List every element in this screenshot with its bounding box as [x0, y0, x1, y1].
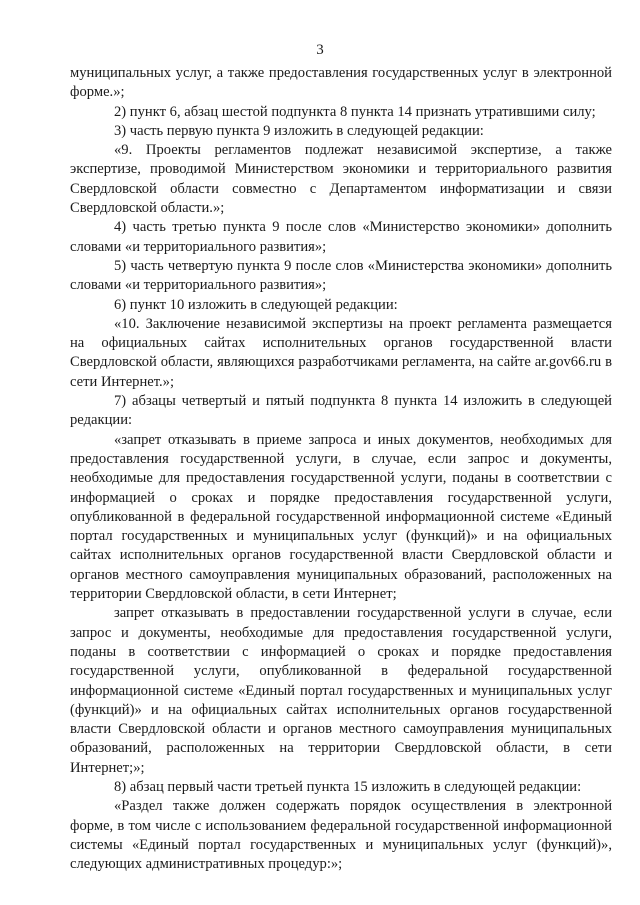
paragraph: 3) часть первую пункта 9 изложить в следующей редакции:	[114, 122, 484, 139]
paragraph: 6) пункт 10 изложить в следующей редакции:	[114, 296, 398, 313]
paragraph: муниципальных услуг, а также предоставления государственных услуг в электронной форме.»;	[70, 65, 612, 101]
paragraph: «Раздел также должен содержать порядок осуществления в электронной форме, в том числе с использованием федеральной государственной информационной системы «Единый портал государственных и муниципальных услуг (функций)», следующих административных процедур:»;	[70, 798, 612, 873]
paragraph: «10. Заключение независимой экспертизы на проект регламента размещается на официальных сайтах исполнительных органов государственной власти Свердловской области, являющихся разработчиками регламента, на сайте ar.gov66.ru в сети Интернет.»;	[70, 315, 612, 390]
paragraph: «запрет отказывать в приеме запроса и иных документов, необходимых для предоставления государственной услуги, в случае, если запрос и документы, необходимые для предоставления государственной услуги, поданы в соответствии с информацией о сроках и порядке предоставления государственной услуги, опубликованной в федеральной государственной информационной системе «Единый портал государственных и муниципальных услуг (функций)» и на официальных сайтах исполнительных органов государственной власти Свердловской области и органов местного самоуправления муниципальных образований, расположенных на территории Свердловской области, в сети Интернет;	[70, 431, 612, 603]
document-body	[70, 64, 612, 874]
paragraph: запрет отказывать в предоставлении государственной услуги в случае, если запрос и документы, необходимые для предоставления государственной услуги, поданы в соответствии с информацией о сроках и порядке предоставления государственной услуги, опубликованной в федеральной государственной информационной системе «Единый портал государственных и муниципальных услуг (функций)» и на официальных сайтах исполнительных органов государственной власти Свердловской области и органов местного самоуправления муниципальных образований, расположенных на территории Свердловской области, в сети Интернет;»;	[70, 605, 612, 776]
page-number: 3	[316, 42, 324, 58]
paragraph: 2) пункт 6, абзац шестой подпункта 8 пункта 14 признать утратившими силу;	[114, 103, 596, 120]
paragraph: «9. Проекты регламентов подлежат независимой экспертизе, а также экспертизе, проводимой Министерством экономики и территориального развития Свердловской области совместно с Департаментом информатизации и связи Свердловской области.»;	[70, 142, 612, 217]
paragraph: 8) абзац первый части третьей пункта 15 изложить в следующей редакции:	[114, 778, 582, 795]
paragraph: 7) абзацы четвертый и пятый подпункта 8 пункта 14 изложить в следующей редакции:	[70, 393, 612, 429]
paragraph: 4) часть третью пункта 9 после слов «Министерство экономики» дополнить словами «и территориального развития»;	[70, 219, 612, 255]
paragraph: 5) часть четвертую пункта 9 после слов «Министерства экономики» дополнить словами «и территориального развития»;	[70, 257, 612, 294]
